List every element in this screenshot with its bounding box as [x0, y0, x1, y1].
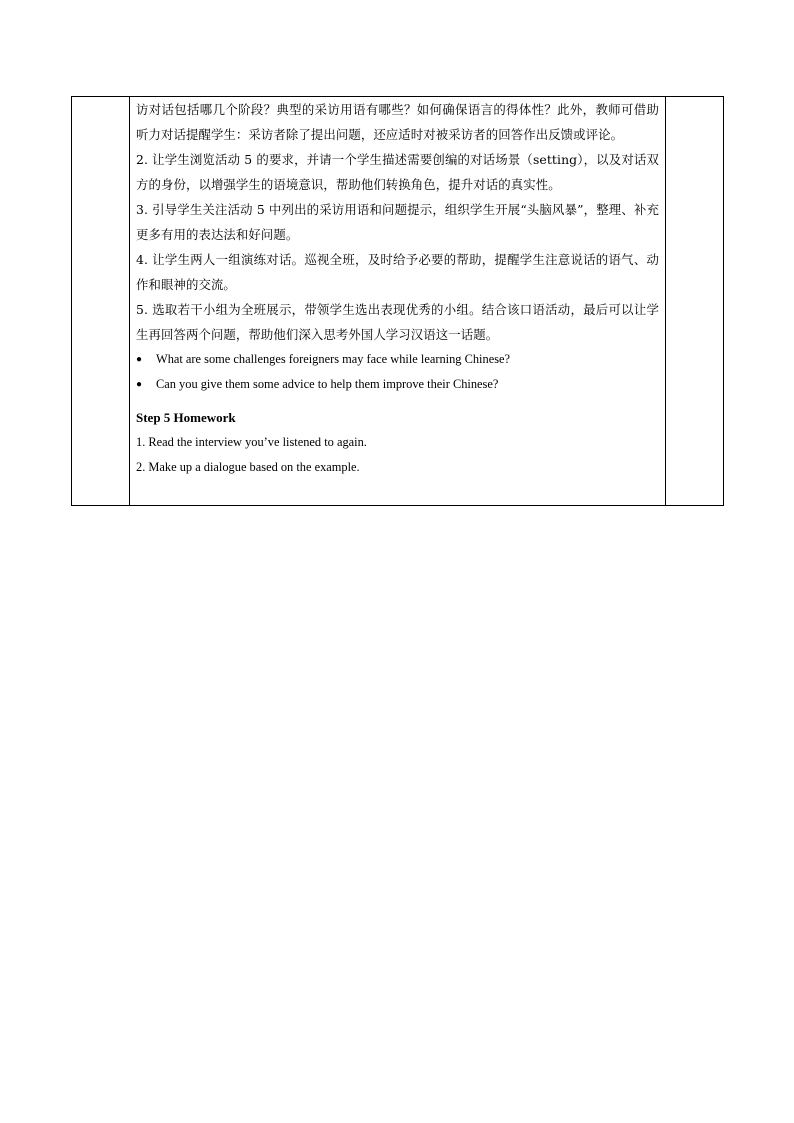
bullet-question-1: What are some challenges foreigners may face while learning Chinese?: [156, 352, 511, 366]
bullet-dot-icon: ●: [136, 354, 143, 365]
bullet-question-2: Can you give them some advice to help them improve their Chinese?: [156, 377, 499, 391]
table-row: [72, 97, 724, 506]
paragraph-intro: 访对话包括哪几个阶段？典型的采访用语有哪些？如何确保语言的得体性？此外，教师可借助听力对话提醒学生：采访者除了提出问题，还应适时对被采访者的回答作出反馈或评论。: [136, 102, 659, 142]
lesson-plan-table: [71, 96, 724, 506]
left-cell: [72, 97, 130, 506]
bullet-dot-icon: ●: [136, 379, 143, 390]
paragraph-step-3: 3. 引导学生关注活动 5 中列出的采访用语和问题提示，组织学生开展“头脑风暴”，整理、补充更多有用的表达法和好问题。: [136, 202, 659, 242]
procedure-cell: [130, 97, 666, 506]
step-5-heading: Step 5 Homework: [136, 410, 236, 425]
homework-item-1: 1. Read the interview you’ve listened to again.: [136, 435, 367, 449]
paragraph-step-2: 2. 让学生浏览活动 5 的要求，并请一个学生描述需要创编的对话场景（setting），以及对话双方的身份，以增强学生的语境意识，帮助他们转换角色，提升对话的真实性。: [136, 152, 659, 192]
right-cell: [666, 97, 724, 506]
bullet-item: [136, 347, 659, 372]
paragraph-step-5: 5. 选取若干小组为全班展示，带领学生选出表现优秀的小组。结合该口语活动，最后可以让学生再回答两个问题，帮助他们深入思考外国人学习汉语这一话题。: [136, 302, 659, 342]
homework-item-2: 2. Make up a dialogue based on the example.: [136, 460, 360, 474]
paragraph-step-4: 4. 让学生两人一组演练对话。巡视全班，及时给予必要的帮助，提醒学生注意说话的语气、动作和眼神的交流。: [136, 252, 659, 292]
procedure-content: [130, 97, 665, 480]
bullet-item: [136, 372, 659, 397]
